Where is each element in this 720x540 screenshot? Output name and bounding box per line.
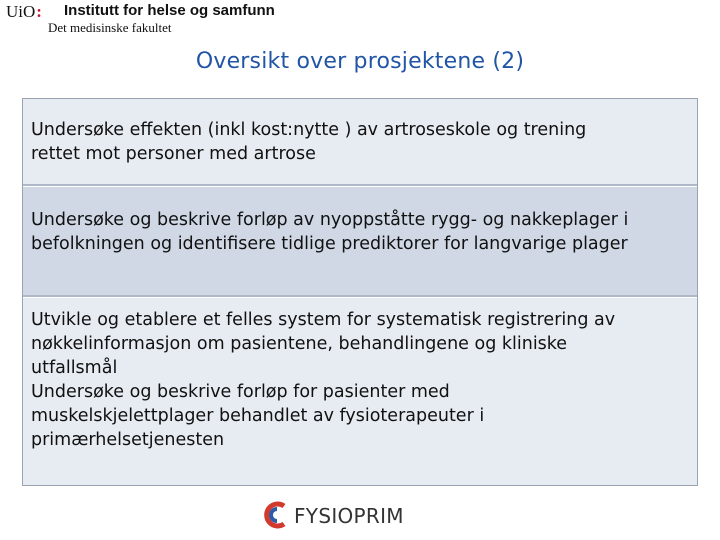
fysioprim-logo-text: FYSIOPRIM — [294, 504, 404, 528]
project-box-1 — [23, 99, 697, 186]
project-line: Undersøke effekten (inkl kost:nytte ) av artroseskole og trening — [31, 120, 587, 140]
project-line: nøkkelinformasjon om pasientene, behandlingene og kliniske — [31, 334, 568, 354]
project-box-2 — [23, 187, 697, 297]
project-line: Utvikle og etablere et felles system for systematisk registrering av — [31, 310, 616, 330]
uio-dots: : — [36, 2, 42, 21]
project-line: befolkningen og identifisere tidlige prediktorer for langvarige plager — [31, 234, 628, 254]
project-line: Undersøke og beskrive forløp for pasienter med — [31, 382, 450, 402]
institute-name: Institutt for helse og samfunn — [64, 2, 275, 19]
project-line: primærhelsetjenesten — [31, 430, 225, 450]
uio-logo — [6, 2, 42, 22]
project-line: muskelskjelettplager behandlet av fysioterapeuter i — [31, 406, 485, 426]
slide-title: Oversikt over prosjektene (2) — [195, 49, 525, 74]
footer-logo — [262, 500, 422, 532]
project-line: Undersøke og beskrive forløp av nyoppståtte rygg- og nakkeplager i — [31, 210, 629, 230]
uio-text: UiO — [6, 2, 36, 21]
project-line: utfallsmål — [31, 358, 118, 378]
project-boxes — [22, 98, 698, 486]
project-line: rettet mot personer med artrose — [31, 144, 316, 164]
project-box-3 — [23, 298, 697, 485]
fysioprim-logo-icon — [262, 500, 292, 530]
faculty-name: Det medisinske fakultet — [48, 20, 172, 35]
